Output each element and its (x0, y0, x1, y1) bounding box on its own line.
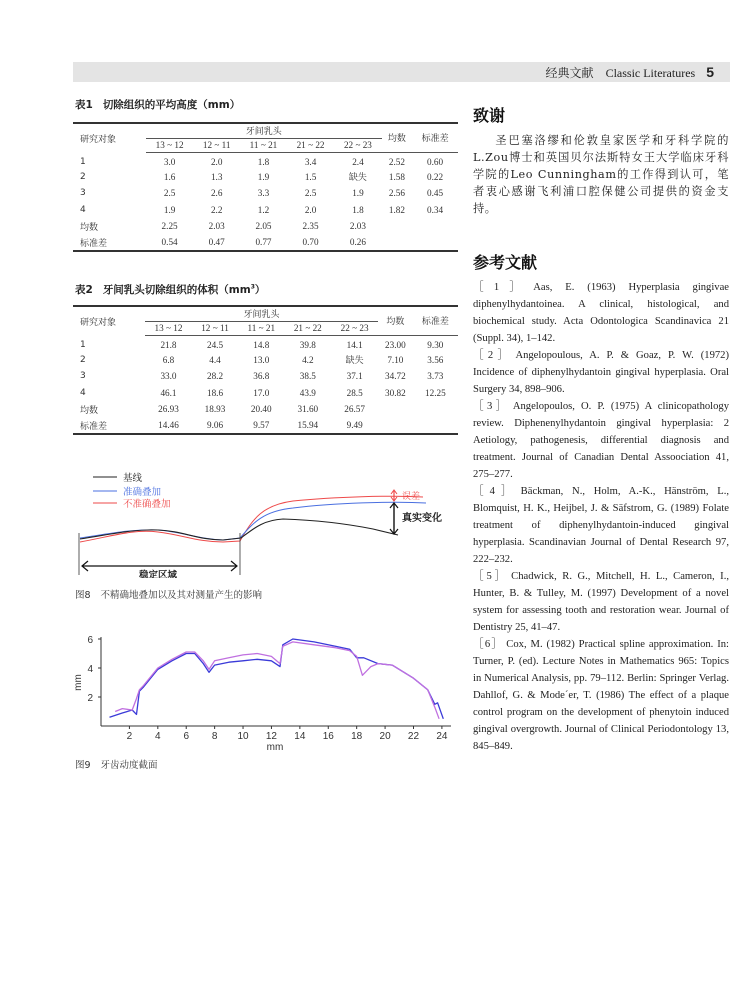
table-cell: 6.8 (162, 354, 175, 365)
row-label: 3 (80, 371, 86, 382)
table2-title-text: 牙间乳头切除组织的体积（mm (102, 284, 251, 296)
table-cell: 26.57 (344, 404, 365, 415)
table2-subcol: 21 ~ 22 (284, 321, 331, 335)
table-cell: 0.47 (193, 235, 240, 252)
table-cell-sd: 0.34 (427, 204, 444, 215)
reference-item (473, 398, 729, 483)
table-cell: 1.8 (257, 157, 270, 167)
table2-subcol: 11 ~ 21 (238, 321, 284, 335)
table-cell-sd: 0.60 (427, 157, 444, 167)
table2-subcol: 12 ~ 11 (192, 321, 238, 335)
table-cell: 9.57 (238, 418, 284, 435)
reference-number: ［6］ (473, 639, 504, 650)
table-cell: 26.93 (158, 404, 179, 415)
table1-title-text: 切除组织的平均高度（mm） (102, 99, 241, 111)
legend-baseline-label: 基线 (123, 473, 143, 484)
table-cell: 2.0 (304, 204, 317, 215)
table-cell-sd (413, 401, 458, 418)
table-cell-sd: 3.73 (427, 371, 444, 382)
table-cell-sd: 12.25 (425, 387, 446, 398)
table-cell: 1.6 (163, 171, 176, 182)
table-row (73, 418, 458, 435)
table-cell: 3.3 (257, 188, 270, 199)
reference-item (473, 347, 729, 398)
true-change-label: 真实变化 (402, 513, 442, 524)
reference-text: Angelopoulous, A. P. & Goaz, P. W. (1972) Incidence of diphenylhydantoin gingival hyperplasia. Oral Surgery 34, 898–906. (473, 350, 729, 395)
figure9-number: 图9 (75, 760, 91, 771)
table-cell-mean (378, 418, 413, 435)
figure9-chart (73, 628, 463, 753)
legend-accurate-label: 准确叠加 (123, 487, 162, 498)
table1 (73, 122, 458, 252)
table-cell: 2.03 (208, 221, 225, 232)
table-cell: 33.0 (160, 371, 177, 382)
table-cell: 24.5 (206, 340, 224, 350)
table-row (73, 202, 458, 219)
curve-baseline (80, 519, 398, 540)
table-cell: 0.77 (240, 235, 287, 252)
table-cell-mean (378, 401, 413, 418)
series-profile-pink (115, 642, 439, 719)
table2-col-sd: 标准差 (413, 306, 458, 335)
reference-item (473, 568, 729, 636)
x-tick-label: 6 (183, 731, 190, 742)
table-cell: 1.5 (304, 171, 317, 182)
table-row (73, 185, 458, 202)
table1-col-sd: 标准差 (412, 123, 458, 152)
table-cell-mean (382, 218, 413, 235)
table-cell: 1.9 (257, 171, 270, 182)
x-tick-label: 4 (155, 731, 161, 742)
x-tick-label: 8 (211, 731, 218, 742)
table1-subcol: 21 ~ 22 (287, 138, 334, 152)
reference-text: Angelopoulos, O. P. (1975) A clinicopathology review. Diphenenylhydantoin gingival hyperplasia: 2 Aetiology, pathogenesis, differential diagnosis and treatment. Journal of Canadian Dental Assoociation 41, 275–277. (473, 401, 730, 480)
row-label: 2 (80, 171, 86, 182)
table-row (73, 385, 458, 402)
table2-title-sup: 3 (250, 283, 255, 291)
table-cell: 0.70 (287, 235, 334, 252)
table-cell: 15.94 (284, 418, 331, 435)
table-cell: 18.93 (204, 404, 226, 415)
table-cell: 1.9 (352, 188, 364, 199)
table-cell: 0.54 (146, 235, 193, 252)
table-cell: 14.8 (253, 340, 270, 350)
table1-subcol: 11 ~ 21 (240, 138, 287, 152)
table2-title-close: ） (254, 284, 266, 296)
table-row (73, 368, 458, 385)
table2-col-subject: 研究对象 (73, 306, 145, 335)
y-tick-label: 6 (87, 635, 93, 646)
reference-text: Bäckman, N., Holm, A.-K., Hänström, L., Blomquist, H. K., Heijbel, J. & Säfstrom, G. (1989) Folate treatment of diphenylhydantoin-induced gingival hyperplasia. Scandinavian Journal of Dental Research 97, 222–232. (473, 486, 729, 565)
table-cell: 2.6 (210, 188, 223, 199)
reference-number: ［4］ (473, 486, 518, 497)
figure9-svg (73, 628, 463, 753)
figure8-caption-text: 不精确地叠加以及其对测量产生的影响 (100, 590, 263, 601)
table-row (73, 235, 458, 252)
figure9-caption (75, 757, 158, 771)
table-row (73, 401, 458, 418)
table-cell: 28.5 (346, 387, 363, 398)
x-tick-label: 2 (126, 731, 133, 742)
row-label: 标准差 (73, 418, 145, 435)
x-axis-label: mm (266, 742, 284, 753)
row-label: 4 (80, 387, 86, 398)
table-cell: 17.0 (253, 387, 270, 398)
page-number: 5 (706, 64, 714, 80)
table-cell: 14.1 (346, 340, 363, 350)
table-cell: 2.5 (163, 188, 176, 199)
y-tick-label: 4 (87, 664, 93, 675)
acknowledgement-body: 圣巴塞洛缪和伦敦皇家医学和牙科学院的L.Zou博士和英国贝尔法斯特女王大学临床牙科学院的Leo Cunningham的工作得到认可，笔者衷心感谢飞利浦口腔保健公司提供的资金支持。 (473, 134, 729, 215)
table-cell-mean: 2.52 (388, 157, 405, 167)
row-label: 标准差 (73, 235, 146, 252)
reference-text: Chadwick, R. G., Mitchell, H. L., Cameron, I., Hunter, B. & Tulley, M. (1997) Development of a novel system for assessing tooth and restoration wear. Journal of Dentistry 25, 41–47. (473, 571, 730, 633)
running-header-text (546, 64, 714, 81)
table-cell: 缺失 (345, 356, 364, 367)
table2-subcol: 22 ~ 23 (331, 321, 378, 335)
table-cell: 0.26 (334, 235, 381, 252)
table-cell-mean: 7.10 (387, 354, 404, 365)
row-label: 1 (80, 339, 86, 350)
table-cell: 1.2 (257, 204, 270, 215)
table-cell-mean: 2.56 (388, 188, 405, 199)
table-row (73, 335, 458, 352)
table-cell-mean: 1.58 (388, 171, 405, 182)
row-label: 均数 (80, 405, 99, 416)
table1-subcol: 12 ~ 11 (193, 138, 240, 152)
reference-item (473, 636, 729, 755)
table-cell: 1.8 (352, 204, 364, 215)
x-tick-label: 16 (322, 731, 334, 742)
table1-col-group: 牙间乳头 (146, 123, 382, 138)
reference-number: ［1］ (473, 282, 531, 293)
table-cell: 39.8 (299, 340, 316, 350)
table-cell: 31.60 (297, 404, 319, 415)
table-cell: 38.5 (299, 371, 316, 382)
table-cell: 21.8 (160, 340, 177, 350)
table-row (73, 169, 458, 186)
table-cell-sd: 0.22 (427, 171, 444, 182)
running-header (73, 62, 730, 82)
figure8-number: 图8 (75, 590, 91, 601)
table2-col-mean: 均数 (378, 306, 413, 335)
row-label: 4 (80, 204, 86, 215)
table-cell: 14.46 (145, 418, 192, 435)
table-cell: 2.03 (349, 221, 366, 232)
section-name-cn: 经典文献 (545, 66, 594, 80)
table-cell-sd (412, 235, 458, 252)
section-name-en: Classic Literatures (605, 66, 696, 80)
y-tick-label: 2 (87, 693, 93, 704)
row-label: 3 (80, 188, 86, 199)
table-cell: 4.2 (302, 354, 314, 365)
reference-text: Aas, E. (1963) Hyperplasia gingivae diphenylhydantoinea. A clinical, histological, and biochemical study. Acta Odontologica Scandinavica 21 (Suppl. 34), 1–142. (473, 282, 730, 344)
table1-number: 表1 (75, 99, 93, 111)
stable-region-label: 稳定区域 (139, 570, 178, 578)
reference-text: Cox, M. (1982) Practical spline approximation. In: Turner, P. (ed). Lecture Notes in Mathematics 965: Topics in Numerical Analysis, pp. 79–112. Berlin: Springer Verlag. Dahllof, G. & Mode´er, T. (1986) The effect of a plaque control program on the development of phenytoin induced gingival overgrowth. Journal of Clinical Periodontology 13, 845–849. (473, 639, 729, 752)
table2 (73, 305, 458, 435)
table-cell: 3.0 (163, 157, 176, 167)
table-cell: 2.25 (161, 221, 178, 232)
x-tick-label: 22 (407, 731, 420, 742)
table-cell-sd: 3.56 (427, 354, 444, 365)
table1-col-mean: 均数 (382, 123, 413, 152)
table-cell-mean: 1.82 (388, 204, 405, 215)
table-cell-mean: 23.00 (385, 340, 406, 350)
figure8-caption (75, 587, 262, 601)
reference-number: ［3］ (473, 401, 510, 412)
table2-subcol: 13 ~ 12 (145, 321, 192, 335)
table-cell: 1.9 (163, 204, 176, 215)
table-row (73, 218, 458, 235)
table-cell: 13.0 (253, 354, 270, 365)
acknowledgement-section (473, 103, 729, 217)
x-tick-label: 18 (351, 731, 363, 742)
table-cell: 2.0 (210, 157, 223, 167)
table-cell: 28.2 (206, 371, 224, 382)
table-cell: 3.4 (304, 157, 317, 167)
references-title: 参考文献 (473, 253, 538, 272)
table-cell: 46.1 (160, 387, 177, 398)
figure8-diagram (73, 463, 463, 578)
reference-item (473, 483, 729, 568)
table-cell: 2.35 (302, 221, 319, 232)
reference-item (473, 279, 729, 347)
x-tick-label: 20 (379, 731, 391, 742)
figure9-caption-text: 牙齿动度截面 (100, 760, 158, 771)
table-cell: 2.5 (304, 188, 317, 199)
table-cell-sd (413, 418, 458, 435)
table-cell: 37.1 (346, 371, 363, 382)
table2-title (75, 282, 265, 297)
table-cell: 1.3 (210, 171, 223, 182)
table-cell: 9.06 (192, 418, 238, 435)
y-axis-label: mm (73, 674, 84, 691)
references-list (473, 279, 729, 755)
reference-number: ［2］ (473, 350, 513, 361)
table-cell-sd: 0.45 (427, 188, 444, 199)
row-label: 1 (80, 156, 86, 167)
x-tick-label: 14 (294, 731, 306, 742)
table-cell-mean: 30.82 (385, 387, 406, 398)
table-cell: 缺失 (348, 173, 367, 184)
row-label: 均数 (80, 222, 99, 233)
table-cell-sd: 9.30 (427, 340, 444, 350)
table-cell: 43.9 (299, 387, 316, 398)
reference-number: ［5］ (473, 571, 509, 582)
legend-inaccurate-label: 不准确叠加 (123, 499, 171, 510)
series-profile-blue (110, 639, 444, 719)
row-label: 2 (80, 354, 86, 365)
table-cell: 36.8 (253, 371, 270, 382)
table-cell: 18.6 (206, 387, 224, 398)
table-cell: 2.2 (210, 204, 223, 215)
table-cell: 2.4 (352, 157, 364, 167)
table-cell: 4.4 (209, 354, 221, 365)
table1-col-subject: 研究对象 (73, 123, 146, 152)
error-label: 误差 (402, 492, 421, 502)
table2-number: 表2 (75, 284, 93, 296)
table-cell: 2.05 (255, 221, 272, 232)
table-cell-sd (412, 218, 458, 235)
table1-subcol: 22 ~ 23 (334, 138, 381, 152)
table1-subcol: 13 ~ 12 (146, 138, 193, 152)
acknowledgement-title: 致谢 (473, 106, 506, 125)
table-cell-mean: 34.72 (385, 371, 406, 382)
table1-title (75, 97, 240, 112)
x-tick-label: 24 (436, 731, 448, 742)
table-cell: 9.49 (331, 418, 378, 435)
references-section (473, 250, 729, 755)
table-row (73, 352, 458, 369)
table-cell-mean (382, 235, 413, 252)
table-row (73, 152, 458, 169)
x-tick-label: 10 (237, 731, 249, 742)
table-cell: 20.40 (250, 404, 272, 415)
x-tick-label: 12 (265, 731, 278, 742)
figure8-svg (73, 463, 463, 578)
table2-col-group: 牙间乳头 (145, 306, 378, 321)
